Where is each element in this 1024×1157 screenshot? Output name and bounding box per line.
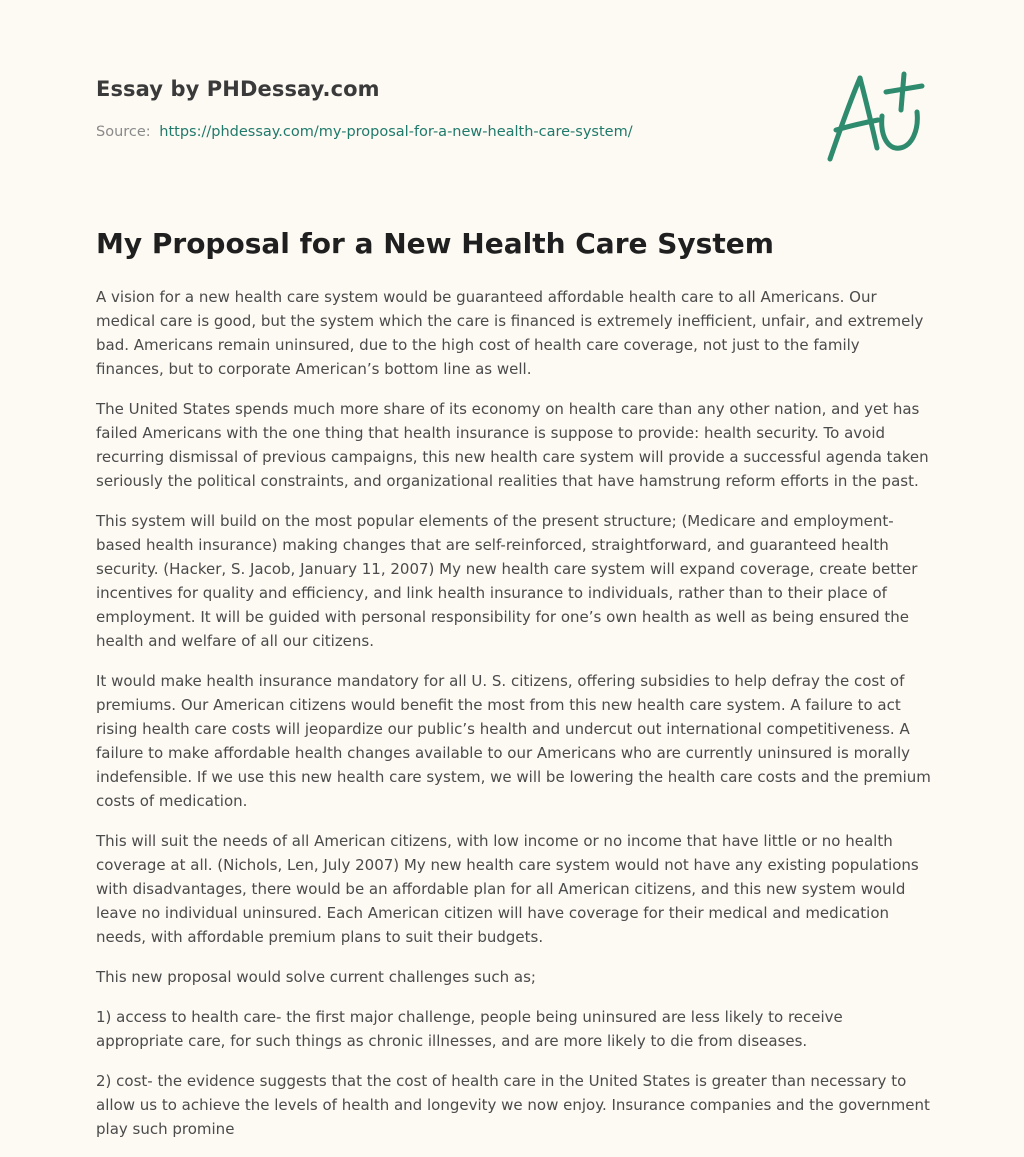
essay-paragraph: This system will build on the most popular elements of the present structure; (Medicare and employment-based health insurance) making changes that are self-reinforced, straightforward, and guaranteed health security. (Hacker, S. Jacob, January 11, 2007) My new health care system will expand coverage, create better incentives for quality and efficiency, and link health insurance to individuals, rather than to their place of employment. It will be guided with personal responsibility for one’s own health as well as being ensured the health and welfare of all our citizens.: [96, 512, 918, 650]
essay-paragraph: This new proposal would solve current challenges such as;: [96, 968, 536, 986]
essay-paragraph: It would make health insurance mandatory for all U. S. citizens, offering subsidies to help defray the cost of premiums. Our American citizens would benefit the most from this new health care system. A failure to act rising health care costs will jeopardize our public’s health and undercut out international competitiveness. A failure to make affordable health changes available to our Americans who are currently uninsured is morally indefensible. If we use this new health care system, we will be lowering the health care costs and the premium costs of medication.: [96, 672, 931, 810]
a-plus-logo: [822, 66, 932, 166]
essay-body: [96, 285, 932, 1157]
essay-paragraph: A vision for a new health care system would be guaranteed affordable health care to all Americans. Our medical care is good, but the system which the care is financed is extremely inefficient, unfair, and extremely bad. Americans remain uninsured, due to the high cost of health care coverage, not just to the family finances, but to corporate American’s bottom line as well.: [96, 288, 924, 378]
page-header: [96, 0, 928, 200]
essay-title: My Proposal for a New Health Care System: [96, 227, 774, 260]
source-line: [96, 124, 633, 140]
a-plus-logo-icon: [822, 66, 932, 166]
essay-paragraph: 2) cost- the evidence suggests that the cost of health care in the United States is greater than necessary to allow us to achieve the levels of health and longevity we now enjoy. Insurance companies and the government play such promine: [96, 1072, 930, 1138]
essay-paragraph: The United States spends much more share of its economy on health care than any other nation, and yet has failed Americans with the one thing that health insurance is suppose to provide: health security. To avoid recurring dismissal of previous campaigns, this new health care system will provide a successful agenda taken seriously the political constraints, and organizational realities that have hamstrung reform efforts in the past.: [96, 400, 929, 490]
source-link[interactable]: https://phdessay.com/my-proposal-for-a-new-health-care-system/: [159, 124, 633, 140]
essay-paragraph: 1) access to health care- the first major challenge, people being uninsured are less likely to receive appropriate care, for such things as chronic illnesses, and are more likely to die from diseases.: [96, 1008, 843, 1050]
essay-paragraph: This will suit the needs of all American citizens, with low income or no income that have little or no health coverage at all. (Nichols, Len, July 2007) My new health care system would not have any existing populations with disadvantages, there would be an affordable plan for all American citizens, and this new system would leave no individual uninsured. Each American citizen will have coverage for their medical and medication needs, with affordable premium plans to suit their budgets.: [96, 832, 919, 946]
site-title: Essay by PHDessay.com: [96, 77, 380, 101]
source-label: Source:: [96, 124, 151, 140]
